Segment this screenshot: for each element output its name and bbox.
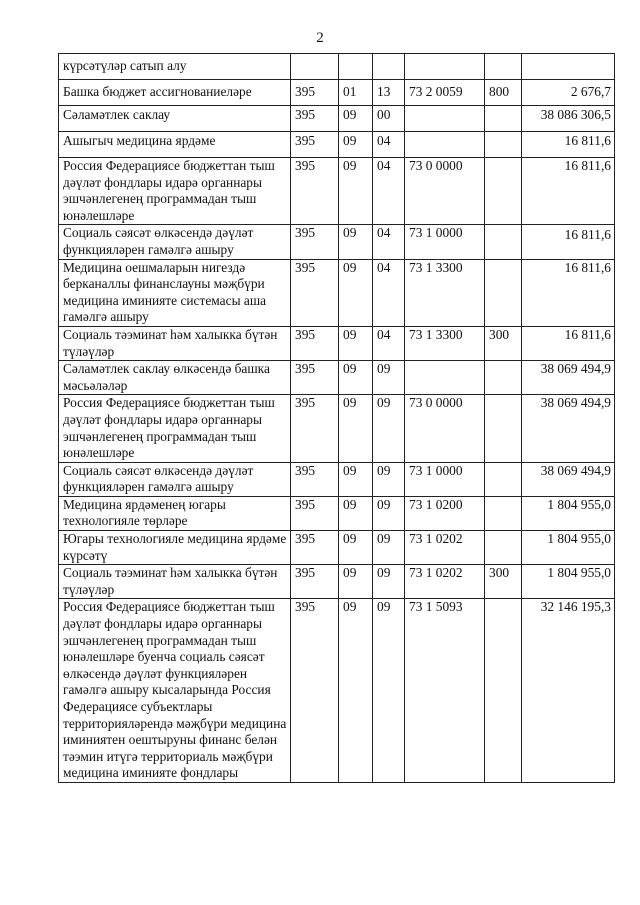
ministry-code: 395	[291, 80, 339, 106]
expense-type-code	[485, 599, 522, 783]
target-article-code: 73 1 3300	[405, 326, 485, 360]
target-article-code: 73 1 0200	[405, 496, 485, 530]
section-code: 09	[339, 395, 373, 462]
ministry-code: 395	[291, 158, 339, 225]
section-code: 01	[339, 80, 373, 106]
table-row	[59, 462, 615, 496]
subsection-code: 09	[373, 361, 405, 395]
table-row	[59, 496, 615, 530]
target-article-code	[405, 106, 485, 132]
section-code: 09	[339, 158, 373, 225]
amount: 1 804 955,0	[522, 531, 615, 565]
subsection-code: 09	[373, 531, 405, 565]
target-article-code: 73 2 0059	[405, 80, 485, 106]
section-code: 09	[339, 496, 373, 530]
subsection-code: 09	[373, 496, 405, 530]
expense-type-code	[485, 106, 522, 132]
ministry-code: 395	[291, 565, 339, 599]
amount: 32 146 195,3	[522, 599, 615, 783]
target-article-code: 73 1 0202	[405, 565, 485, 599]
subsection-code	[373, 54, 405, 80]
amount	[522, 54, 615, 80]
subsection-code: 00	[373, 106, 405, 132]
expense-type-code: 800	[485, 80, 522, 106]
table-row	[59, 80, 615, 106]
target-article-code: 73 1 0000	[405, 462, 485, 496]
table-row	[59, 326, 615, 360]
table-row	[59, 565, 615, 599]
table-row	[59, 54, 615, 80]
expense-type-code: 300	[485, 565, 522, 599]
amount: 2 676,7	[522, 80, 615, 106]
ministry-code: 395	[291, 531, 339, 565]
amount: 16 811,6	[522, 259, 615, 326]
expense-type-code	[485, 158, 522, 225]
expense-type-code	[485, 361, 522, 395]
page-number: 2	[316, 30, 324, 46]
item-name: Ашыгыч медицина ярдәме	[59, 132, 291, 158]
table-row	[59, 106, 615, 132]
section-code: 09	[339, 531, 373, 565]
ministry-code: 395	[291, 462, 339, 496]
ministry-code: 395	[291, 326, 339, 360]
ministry-code: 395	[291, 132, 339, 158]
amount: 16 811,6	[522, 158, 615, 225]
item-name: Россия Федерациясе бюджеттан тыш дәүләт фондлары идарә органнары эшчәнлегенең программадан тыш юнәлешләре	[59, 158, 291, 225]
target-article-code: 73 1 0202	[405, 531, 485, 565]
target-article-code: 73 1 3300	[405, 259, 485, 326]
target-article-code	[405, 54, 485, 80]
expense-type-code: 300	[485, 326, 522, 360]
expense-type-code	[485, 462, 522, 496]
item-name: Социаль сәясәт өлкәсендә дәүләт функцияләрен гамәлгә ашыру	[59, 225, 291, 259]
expense-type-code	[485, 531, 522, 565]
table-row	[59, 132, 615, 158]
subsection-code: 04	[373, 259, 405, 326]
item-name: Россия Федерациясе бюджеттан тыш дәүләт фондлары идарә органнары эшчәнлегенең программадан тыш юнәлешләре буенча социаль сәясәт өлкәсендә дәүләт функцияләрен гамәлгә ашыру кысаларында Россия Федерациясе субъектлары территорияләрендә мәҗбүри медицина иминиятен оештыруны финанс белән тәэмин итүгә территориаль мәҗбүри медицина иминияте фондлары	[59, 599, 291, 783]
section-code: 09	[339, 361, 373, 395]
amount: 1 804 955,0	[522, 565, 615, 599]
subsection-code: 09	[373, 599, 405, 783]
table-row	[59, 158, 615, 225]
budget-table	[58, 53, 615, 783]
section-code: 09	[339, 565, 373, 599]
ministry-code: 395	[291, 361, 339, 395]
amount: 38 069 494,9	[522, 361, 615, 395]
item-name: Россия Федерациясе бюджеттан тыш дәүләт фондлары идарә органнары эшчәнлегенең программадан тыш юнәлешләре	[59, 395, 291, 462]
ministry-code	[291, 54, 339, 80]
table-row	[59, 531, 615, 565]
table-row	[59, 361, 615, 395]
item-name: Сәламәтлек саклау өлкәсендә башка мәсьәләләр	[59, 361, 291, 395]
item-name: Медицина ярдәменең югары технологияле төрләре	[59, 496, 291, 530]
expense-type-code	[485, 54, 522, 80]
section-code: 09	[339, 326, 373, 360]
target-article-code: 73 1 5093	[405, 599, 485, 783]
section-code: 09	[339, 462, 373, 496]
target-article-code: 73 0 0000	[405, 395, 485, 462]
target-article-code: 73 0 0000	[405, 158, 485, 225]
item-name: Югары технологияле медицина ярдәме күрсәтү	[59, 531, 291, 565]
target-article-code	[405, 361, 485, 395]
section-code: 09	[339, 106, 373, 132]
amount: 38 069 494,9	[522, 395, 615, 462]
section-code: 09	[339, 259, 373, 326]
subsection-code: 13	[373, 80, 405, 106]
item-name: күрсәтүләр сатып алу	[59, 54, 291, 80]
expense-type-code	[485, 395, 522, 462]
section-code	[339, 54, 373, 80]
ministry-code: 395	[291, 106, 339, 132]
item-name: Медицина оешмаларын нигездә берканаллы финанслауны мәҗбүри медицина иминияте системасы аша гамәлгә ашыру	[59, 259, 291, 326]
expense-type-code	[485, 496, 522, 530]
amount: 16 811,6	[522, 132, 615, 158]
item-name: Социаль тәэминат һәм халыкка бүтән түләүләр	[59, 565, 291, 599]
item-name: Социаль сәясәт өлкәсендә дәүләт функцияләрен гамәлгә ашыру	[59, 462, 291, 496]
subsection-code: 09	[373, 565, 405, 599]
expense-type-code	[485, 132, 522, 158]
target-article-code	[405, 132, 485, 158]
ministry-code: 395	[291, 599, 339, 783]
amount: 16 811,6	[522, 225, 615, 259]
ministry-code: 395	[291, 395, 339, 462]
subsection-code: 04	[373, 132, 405, 158]
table-row	[59, 599, 615, 783]
subsection-code: 04	[373, 326, 405, 360]
subsection-code: 09	[373, 462, 405, 496]
section-code: 09	[339, 132, 373, 158]
subsection-code: 04	[373, 158, 405, 225]
amount: 1 804 955,0	[522, 496, 615, 530]
ministry-code: 395	[291, 259, 339, 326]
section-code: 09	[339, 599, 373, 783]
ministry-code: 395	[291, 225, 339, 259]
item-name: Социаль тәэминат һәм халыкка бүтән түләүләр	[59, 326, 291, 360]
amount: 38 069 494,9	[522, 462, 615, 496]
section-code: 09	[339, 225, 373, 259]
ministry-code: 395	[291, 496, 339, 530]
item-name: Сәламәтлек саклау	[59, 106, 291, 132]
expense-type-code	[485, 259, 522, 326]
table-row	[59, 395, 615, 462]
amount: 38 086 306,5	[522, 106, 615, 132]
table-row	[59, 225, 615, 259]
amount: 16 811,6	[522, 326, 615, 360]
subsection-code: 04	[373, 225, 405, 259]
table-row	[59, 259, 615, 326]
expense-type-code	[485, 225, 522, 259]
subsection-code: 09	[373, 395, 405, 462]
target-article-code: 73 1 0000	[405, 225, 485, 259]
item-name: Башка бюджет ассигнованиеләре	[59, 80, 291, 106]
